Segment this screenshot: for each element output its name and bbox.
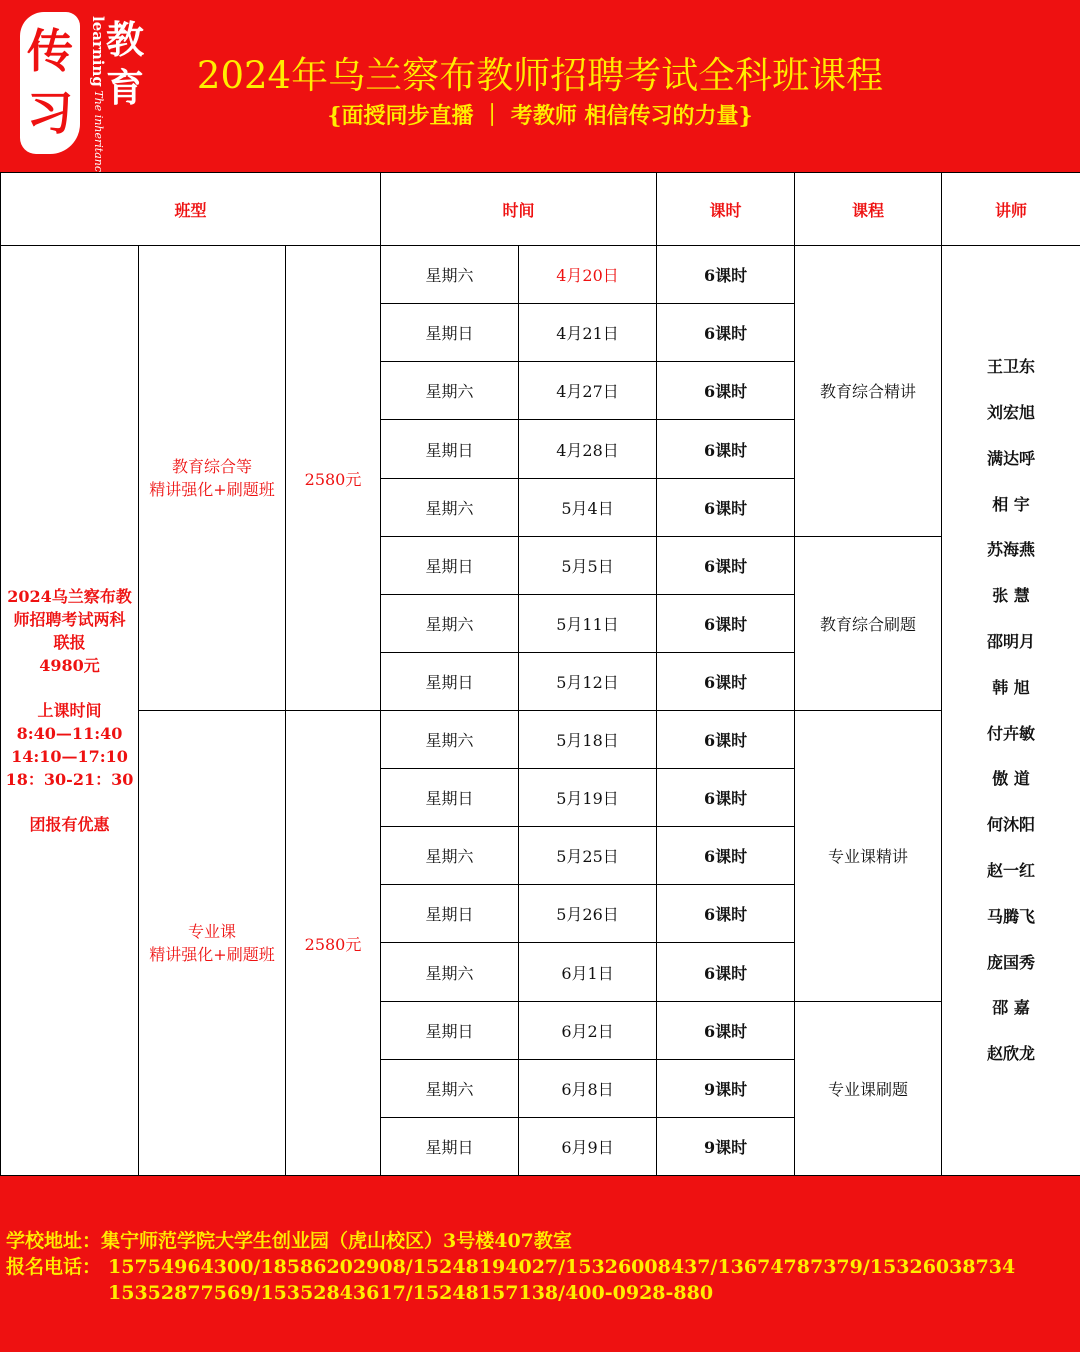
combo-title-line3: 联报 (53, 633, 86, 653)
session-day: 星期六 (381, 827, 519, 885)
teacher-name: 赵欣龙 (987, 1044, 1036, 1064)
logo-word: 教育 (106, 18, 145, 110)
session-day: 星期日 (381, 652, 519, 710)
session-day: 星期日 (381, 1001, 519, 1059)
table-row (1, 246, 1080, 304)
session-date: 4月28日 (519, 420, 657, 478)
phone-numbers-line1: 15754964300/18586202908/15248194027/15326008437/13674787379/15326038734 (108, 1256, 1016, 1278)
header-class-type: 班型 (1, 173, 381, 246)
teacher-name: 王卫东 (987, 357, 1036, 377)
class-price: 2580元 (286, 246, 381, 711)
teacher-name: 傲 道 (992, 769, 1030, 789)
logo-calligraphy: 传习 (27, 24, 73, 140)
session-date: 5月11日 (519, 594, 657, 652)
logo-seal (20, 12, 80, 154)
teacher-name: 张 慧 (992, 586, 1030, 606)
teacher-name: 邵 嘉 (992, 998, 1030, 1018)
table-header-row (1, 173, 1080, 246)
session-date: 6月8日 (519, 1059, 657, 1117)
session-date: 4月20日 (519, 246, 657, 304)
teacher-list-cell (942, 246, 1080, 1176)
teacher-name: 满达呼 (987, 448, 1036, 468)
session-day: 星期日 (381, 304, 519, 362)
class-name-cell (139, 711, 286, 1176)
session-day: 星期日 (381, 885, 519, 943)
header-hours: 课时 (657, 173, 795, 246)
session-date: 5月26日 (519, 885, 657, 943)
course-cell: 专业课精讲 (795, 711, 942, 1002)
footer-banner (0, 1176, 1080, 1352)
session-hours: 6课时 (657, 478, 795, 536)
session-hours: 9课时 (657, 1059, 795, 1117)
table-row (1, 711, 1080, 769)
class-time-morning: 8:40—11:40 (16, 724, 123, 744)
session-hours: 6课时 (657, 536, 795, 594)
session-hours: 6课时 (657, 943, 795, 1001)
page-subtitle: {面授同步直播 ｜ 考教师 相信传习的力量} (327, 103, 753, 129)
group-discount: 团报有优惠 (29, 815, 110, 835)
session-day: 星期日 (381, 536, 519, 594)
class-time-label: 上课时间 (37, 701, 102, 721)
teacher-name: 赵一红 (987, 860, 1036, 880)
combo-title-line1: 2024乌兰察布教 (7, 587, 132, 607)
header-banner (0, 0, 1080, 193)
teacher-name: 付卉敏 (987, 723, 1036, 743)
page-title: 2024年乌兰察布教师招聘考试全科班课程 (196, 54, 884, 97)
session-hours: 6课时 (657, 769, 795, 827)
class-name-line1: 教育综合等 (171, 457, 252, 477)
session-day: 星期六 (381, 362, 519, 420)
logo-english-main: learning (89, 16, 107, 87)
session-hours: 6课时 (657, 420, 795, 478)
phone-numbers-line2: 15352877569/15352843617/15248157138/400-0928-880 (108, 1282, 714, 1304)
teacher-name: 韩 旭 (992, 677, 1030, 697)
session-date: 4月27日 (519, 362, 657, 420)
schedule-table (0, 172, 1080, 1176)
phone-label: 报名电话： (6, 1256, 102, 1278)
session-date: 5月12日 (519, 652, 657, 710)
session-hours: 6课时 (657, 304, 795, 362)
session-date: 5月19日 (519, 769, 657, 827)
teacher-name: 苏海燕 (987, 540, 1036, 560)
class-name-line2: 精讲强化+刷题班 (149, 945, 275, 964)
class-name-line2: 精讲强化+刷题班 (149, 480, 275, 500)
class-time-afternoon: 14:10—17:10 (11, 747, 128, 767)
class-time-evening: 18：30-21：30 (5, 770, 134, 790)
session-hours: 6课时 (657, 1001, 795, 1059)
session-day: 星期六 (381, 943, 519, 1001)
session-day: 星期日 (381, 769, 519, 827)
session-day: 星期日 (381, 420, 519, 478)
course-cell: 专业课刷题 (795, 1001, 942, 1175)
session-hours: 6课时 (657, 827, 795, 885)
session-day: 星期六 (381, 246, 519, 304)
combo-title-line2: 师招聘考试两科 (13, 610, 126, 630)
header-teacher: 讲师 (942, 173, 1080, 246)
session-hours: 9课时 (657, 1117, 795, 1175)
session-day: 星期六 (381, 594, 519, 652)
logo-english-text (80, 16, 107, 193)
teacher-name: 刘宏旭 (987, 402, 1036, 422)
session-hours: 6课时 (657, 594, 795, 652)
session-date: 6月2日 (519, 1001, 657, 1059)
combo-price: 4980元 (39, 656, 100, 676)
header-course: 课程 (795, 173, 942, 246)
session-day: 星期六 (381, 1059, 519, 1117)
session-hours: 6课时 (657, 711, 795, 769)
teacher-name: 何沐阳 (987, 815, 1036, 835)
session-date: 5月25日 (519, 827, 657, 885)
session-day: 星期日 (381, 1117, 519, 1175)
school-address: 学校地址：集宁师范学院大学生创业园（虎山校区）3号楼407教室 (6, 1230, 572, 1252)
session-day: 星期六 (381, 478, 519, 536)
class-name-line1: 专业课 (187, 922, 236, 941)
session-date: 6月9日 (519, 1117, 657, 1175)
class-name-cell (139, 246, 286, 711)
combo-info-cell (1, 246, 139, 1176)
session-day: 星期六 (381, 711, 519, 769)
teacher-name: 马腾飞 (987, 906, 1036, 926)
session-date: 5月4日 (519, 478, 657, 536)
class-price: 2580元 (286, 711, 381, 1176)
course-cell: 教育综合精讲 (795, 246, 942, 537)
session-date: 4月21日 (519, 304, 657, 362)
logo-english-sub: The inheritance of (92, 90, 105, 193)
session-date: 5月5日 (519, 536, 657, 594)
teacher-name: 庞国秀 (987, 952, 1036, 972)
session-date: 5月18日 (519, 711, 657, 769)
teacher-name: 邵明月 (987, 631, 1036, 651)
session-hours: 6课时 (657, 652, 795, 710)
session-hours: 6课时 (657, 885, 795, 943)
course-cell: 教育综合刷题 (795, 536, 942, 710)
session-date: 6月1日 (519, 943, 657, 1001)
header-time: 时间 (381, 173, 657, 246)
session-hours: 6课时 (657, 362, 795, 420)
teacher-name: 相 宇 (992, 494, 1030, 514)
session-hours: 6课时 (657, 246, 795, 304)
